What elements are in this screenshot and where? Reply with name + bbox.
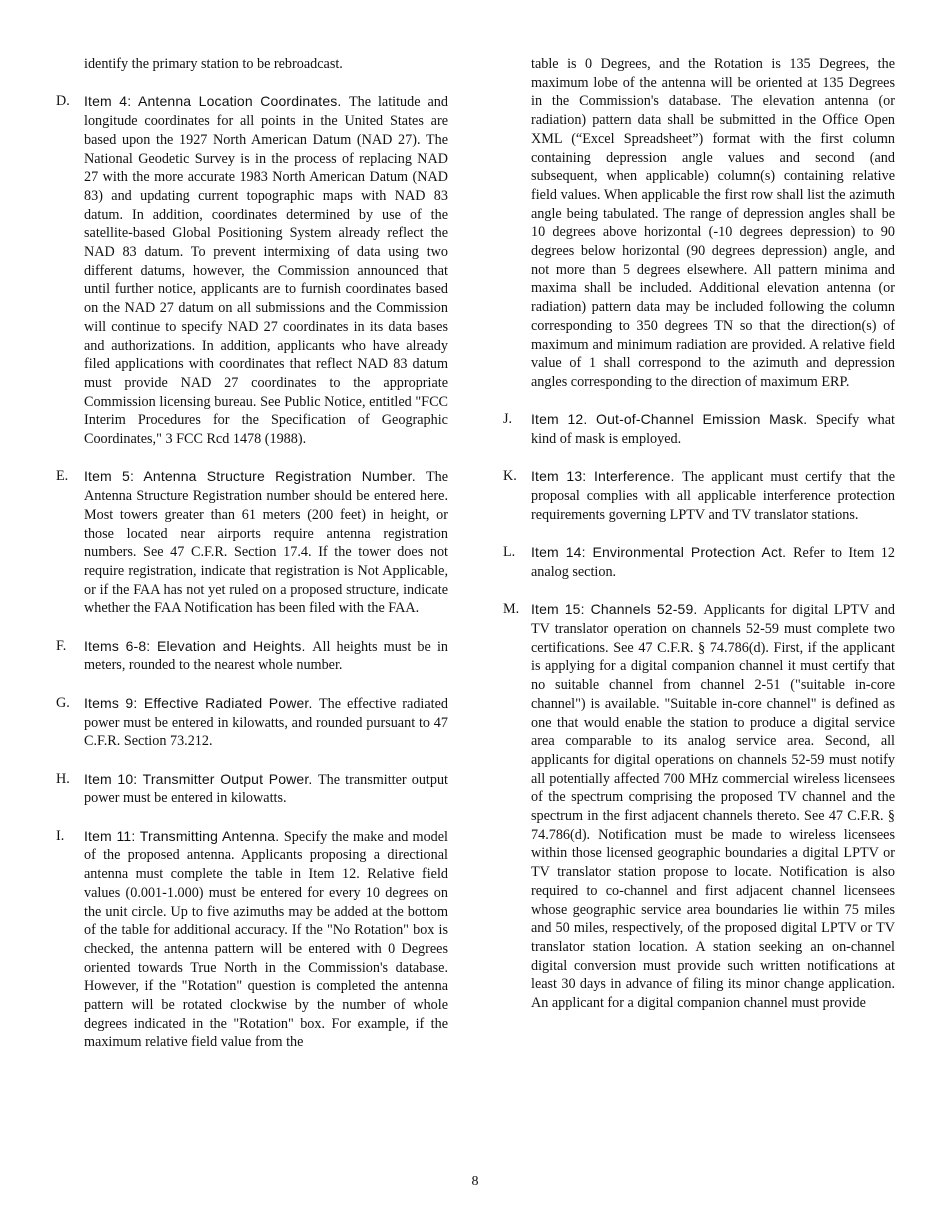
left-column: [56, 55, 448, 1071]
item-heading: Item 4: Antenna Location Coordinates.: [84, 93, 349, 110]
item-letter: D.: [56, 93, 70, 110]
item-l: [503, 543, 895, 581]
item-letter: I.: [56, 827, 65, 844]
item-letter: L.: [503, 544, 516, 561]
item-body: The applicant must certify that the proposal complies with all applicable interference protection requirements governing LPTV and TV translator stations.: [531, 469, 895, 523]
item-e: [56, 467, 448, 618]
item-heading: Item 14: Environmental Protection Act.: [531, 544, 794, 561]
item-letter: G.: [56, 694, 70, 711]
item-letter: H.: [56, 770, 70, 787]
item-m: [503, 600, 895, 1012]
item-heading: Item 12. Out-of-Channel Emission Mask.: [531, 411, 816, 428]
item-f: [56, 637, 448, 675]
item-letter: E.: [56, 468, 69, 485]
item-body: The transmitter output power must be entered in kilowatts.: [84, 771, 448, 807]
continuation-text: identify the primary station to be rebroadcast.: [84, 56, 343, 72]
item-heading: Item 11: Transmitting Antenna.: [84, 827, 284, 844]
item-g: [56, 694, 448, 751]
item-body: Specify what kind of mask is employed.: [531, 412, 896, 448]
item-body: Applicants for digital LPTV and TV translator operation on channels 52-59 must complete two certifications. See 47 C.F.R. § 74.786(d). First, if the applicant is applying for a digital companion channel it must certify that no suitable channel from channel 2-51 ("suitable in-core channel") is available. "Suitable in-core channel" is defined as one that would enable the station to produce a digital service area comparable to its analog service area. Second, all applicants for digital operations on channels 52-59 must notify all potentially affected 700 MHz commercial wireless licensees of the spectrum comprising the proposed TV channel and the spectrum in the first adjacent channels thereto. See 47 C.F.R. § 74.786(d). Notification must be made to wireless licensees within those licensed geographic boundaries a digital LPTV or TV translator station propose to locate. Notification is also required to co-channel and first adjacent channel licensees whose geographic service area boundaries lie within 75 miles and 50 miles, respectively, of the proposed digital LPTV or TV translator station location. A station seeking an on-channel digital conversion must provide such written notifications at least 30 days in advance of filing its minor change application. An applicant for a digital companion channel must provide: [531, 602, 895, 1012]
item-body: Refer to Item 12 analog section.: [531, 545, 895, 580]
item-i: [56, 827, 448, 1052]
item-h: [56, 770, 448, 808]
item-heading: Item 5: Antenna Structure Registration Number.: [84, 468, 426, 485]
item-k: [503, 467, 895, 524]
item-heading: Item 15: Channels 52-59.: [531, 601, 704, 618]
item-heading: Items 9: Effective Radiated Power.: [84, 694, 319, 711]
item-heading: Item 10: Transmitter Output Power.: [84, 770, 319, 787]
item-letter: M.: [503, 601, 520, 618]
page-number: 8: [471, 1174, 479, 1189]
item-body: The Antenna Structure Registration number should be entered here. Most towers greater than 61 meters (200 feet) in height, or those located near airports require antenna registration numbers. See 47 C.F.R. Section 17.4. If the tower does not require registration, indicate that registration is Not Applicable, or if the FAA has not yet ruled on a proposed structure, indicate whether the FAA Notification has been filed with the FAA.: [84, 469, 448, 617]
item-body: The latitude and longitude coordinates for all points in the United States are based upon the 1927 North American Datum (NAD 27). The National Geodetic Survey is in the process of replacing NAD 27 with the more accurate 1983 North American Datum (NAD 83) and updating current topographic maps with NAD 83 datum. In addition, coordinates determined by use of the satellite-based Global Positioning System already reflect the NAD 83 datum. To prevent intermixing of data using two different datums, however, the Commission announced that until further notice, applicants are to furnish coordinates based on the NAD 27 datum on all submissions and the Commission will continue to specify NAD 27 coordinates in its data bases and authorizations. In addition, applicants who have already filed applications with coordinates that reflect NAD 83 datum must provide NAD 27 coordinates to the appropriate Commission licensing bureau. See Public Notice, entitled "FCC Interim Procedures for the Specification of Geographic Coordinates," 3 FCC Rcd 1478 (1988).: [84, 94, 448, 448]
item-d: [56, 92, 448, 448]
item-heading: Items 6-8: Elevation and Heights.: [84, 637, 313, 654]
item-body: Specify the make and model of the proposed antenna. Applicants proposing a directional antenna must complete the table in Item 12. Relative field values (0.001-1.000) must be entered for every 10 degrees on the unit circle. Up to five azimuths may be added at the bottom of the table for additional accuracy. If the "No Rotation" box is checked, the antenna pattern will be entered with 0 Degrees oriented towards True North in the Commission's database. However, if the "Rotation" question is completed the antenna pattern will be rotated clockwise by the number of whole degrees indicated in the "Rotation" box. For example, if the maximum relative field value from the: [84, 828, 448, 1051]
item-body: The effective radiated power must be entered in kilowatts, and rounded pursuant to 47 C.F.R. Section 73.212.: [84, 695, 448, 750]
item-j: [503, 410, 895, 448]
item-letter: J.: [503, 411, 513, 428]
item-letter: F.: [56, 637, 67, 654]
item-body: All heights must be in meters, rounded to the nearest whole number.: [84, 638, 448, 674]
item-letter: K.: [503, 468, 517, 485]
continuation-text: table is 0 Degrees, and the Rotation is 135 Degrees, the maximum lobe of the antenna will be oriented at 135 Degrees in the Commission's database. The elevation antenna (or radiation) pattern data shall be submitted in the Office Open XML (“Excel Spreadsheet”) format with the first column containing depression angle values and second (and subsequent, when applicable) column(s) containing relative field values. When applicable the first row shall list the azimuth angle being tabulated. The range of depression angles shall be 10 degrees above horizontal (-10 degrees depression) to 90 degrees below horizontal (90 degrees depression) angle, and not more than 5 degrees elsewhere. All pattern minima and maxima shall be included. Additional elevation antenna (or radiation) pattern data may be included following the column corresponding to 350 degrees TN so that the direction(s) of maximum and minimum radiation are provided. A relative field value of 1 shall correspond to the azimuth and depression angles corresponding to the direction of maximum ERP.: [531, 56, 895, 390]
right-column: [503, 55, 895, 1031]
item-heading: Item 13: Interference.: [531, 468, 683, 485]
